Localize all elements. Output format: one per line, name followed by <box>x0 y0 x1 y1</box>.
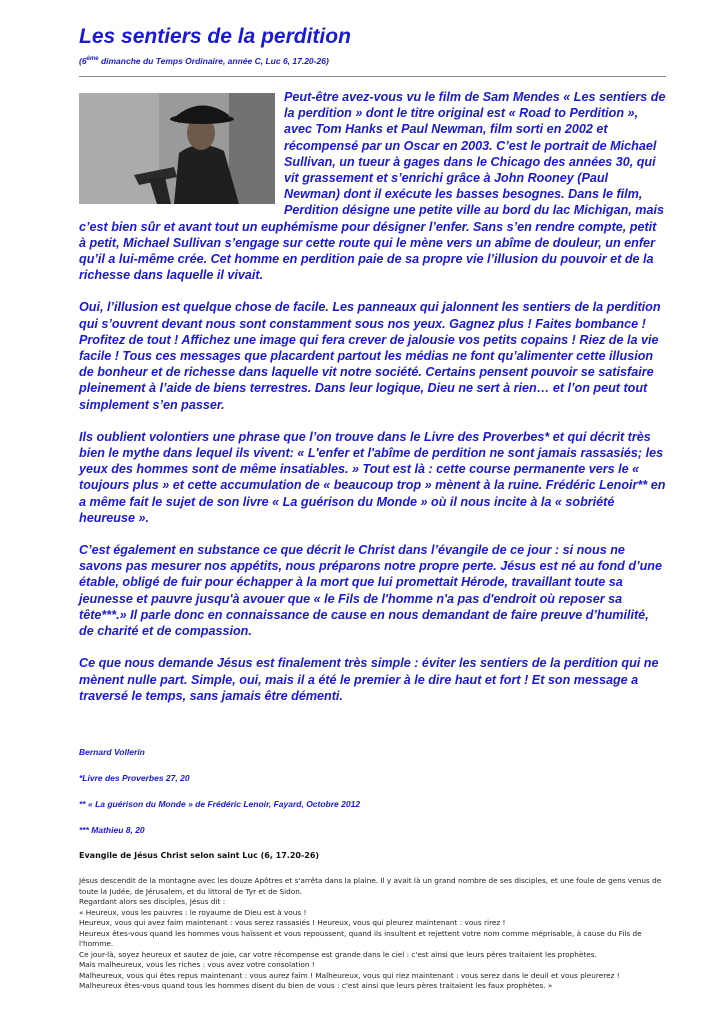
paragraph-1: Peut-être avez-vous vu le film de Sam Mendes « Les sentiers de la perdition » dont le titre original est « Road to Perdition », avec Tom Hanks et Paul Newman, film sorti en 2002 et récompensé par un Oscar en 2003. C’est le portrait de Michael Sullivan, un tueur à gages dans le Chicago des années 30, qui vit grassement et s’enrichi grâce à John Rooney (Paul Newman) dont il exécute les basses besognes. Dans le film, Perdition désigne une petite ville au bord du lac Michigan, mais c’est bien sûr et avant tout un euphémisme pour désigner l’enfer. Sans s’en rendre compte, petit à petit, Michael Sullivan s’engage sur cette route qui le mène vers un abîme de douleur, un enfer qu’il a lui-même crée. Cet homme en perdition paie de sa propre vie l’illusion du pouvoir et de la richesse dans laquelle il vivait. <box>79 90 666 283</box>
gospel-line: Jésus descendit de la montagne avec les douze Apôtres et s'arrêta dans la plaine. Il y avait là un grand nombre de ses disciples, et une foule de gens venus de toute la Judée, de Jérusalem, et du littoral de Tyr et de Sidon. <box>79 876 662 896</box>
footnote-1: *Livre des Proverbes 27, 20 <box>79 773 190 783</box>
paragraph-4: C’est également en substance ce que décrit le Christ dans l’évangile de ce jour : si nous ne savons pas mesurer nos appétits, nous préparons notre propre perte. Jésus est né au fond d’une étable, obligé de fuir pour échapper à la mort que lui promettait Hérode, travaillant toute sa jeunesse et pauvre jusqu'à avouer que « le Fils de l'homme n'a pas d'endroit où reposer sa tête***.» Il parle donc en connaissance de cause en nous demandant de faire preuve d’humilité, de charité et de compassion. <box>79 543 662 639</box>
gospel-title: Evangile de Jésus Christ selon saint Luc (6, 17.20-26) <box>79 851 320 860</box>
gospel-line: « Heureux, vous les pauvres : le royaume de Dieu est à vous ! <box>79 907 307 917</box>
article-body <box>79 89 666 720</box>
paragraph-5: Ce que nous demande Jésus est finalement très simple : éviter les sentiers de la perdition qui ne mènent nulle part. Simple, oui, mais il a été le premier à le dire haut et fort ! Et son message a traversé le temps, sans jamais être démenti. <box>79 656 659 703</box>
paragraph-3: Ils oublient volontiers une phrase que l’on trouve dans le Livre des Proverbes* et qui décrit très bien le mythe dans lequel ils vivent: « L'enfer et l'abîme de perdition ne sont jamais rassasiés; les yeux des hommes sont de même insatiables. » Tout est là : cette course permanente vers le « toujours plus » et cette accumulation de « beaucoup trop » mènent à la ruine. Frédéric Lenoir** en a même fait le sujet de son livre « La guérison du Monde » où il nous incite à la « sobriété heureuse ». <box>79 429 666 525</box>
subtitle-superscript: ème <box>86 56 99 63</box>
page-subtitle <box>79 56 329 66</box>
footnote-3: *** Mathieu 8, 20 <box>79 825 145 835</box>
gospel-line: Mais malheureux, vous les riches : vous avez votre consolation ! <box>79 960 315 969</box>
gospel-line: Ce jour-là, soyez heureux et sautez de joie, car votre récompense est grande dans le ciel : c'est ainsi que leurs pères traitaient les prophètes. <box>79 949 597 959</box>
gospel-line: Heureux, vous qui avez faim maintenant : vous serez rassasiés ! Heureux, vous qui pleurez maintenant : vous rirez ! <box>79 918 506 927</box>
footnotes <box>79 747 666 851</box>
gospel-line: Regardant alors ses disciples, Jésus dit : <box>79 897 226 906</box>
subtitle-rest: dimanche du Temps Ordinaire, année C, Luc 6, 17.20-26) <box>98 56 329 66</box>
photo-spacer <box>79 89 284 215</box>
gospel-line: Heureux êtes-vous quand les hommes vous haïssent et vous repoussent, quand ils insultent et rejettent votre nom comme méprisable, à cause du Fils de l'homme. <box>79 928 642 948</box>
author-signature: Bernard Vollerin <box>79 747 145 757</box>
gospel-text <box>79 876 666 992</box>
page-title: Les sentiers de la perdition <box>79 25 351 48</box>
footnote-2: ** « La guérison du Monde » de Frédéric Lenoir, Fayard, Octobre 2012 <box>79 799 361 809</box>
header-divider <box>79 76 666 77</box>
paragraph-2: Oui, l’illusion est quelque chose de facile. Les panneaux qui jalonnent les sentiers de la perdition qui s’ouvrent devant nous sont constamment sous nos yeux. Gagnez plus ! Faites bombance ! Profitez de tout ! Affichez une image qui fera crever de jalousie vos petits copains ! Riez de la vie facile ! Tous ces messages que placardent partout les médias ne font qu’alimenter cette illusion de bonheur et de richesse dans laquelle vit notre société. Certains pensent pouvoir se satisfaire pleinement à l’aide de biens terrestres. Dans leur logique, Dieu ne sert à rien… et l’on peut tout simplement s’en passer. <box>79 300 661 412</box>
gospel-line: Malheureux êtes-vous quand tous les hommes disent du bien de vous : c'est ainsi que leurs pères traitaient les faux prophètes. » <box>79 981 553 990</box>
subtitle-prefix: (6 <box>79 56 87 66</box>
gospel-line: Malheureux, vous qui êtes repus maintenant : vous aurez faim ! Malheureux, vous qui riez maintenant : vous serez dans le deuil et vous pleurerez ! <box>79 970 620 980</box>
